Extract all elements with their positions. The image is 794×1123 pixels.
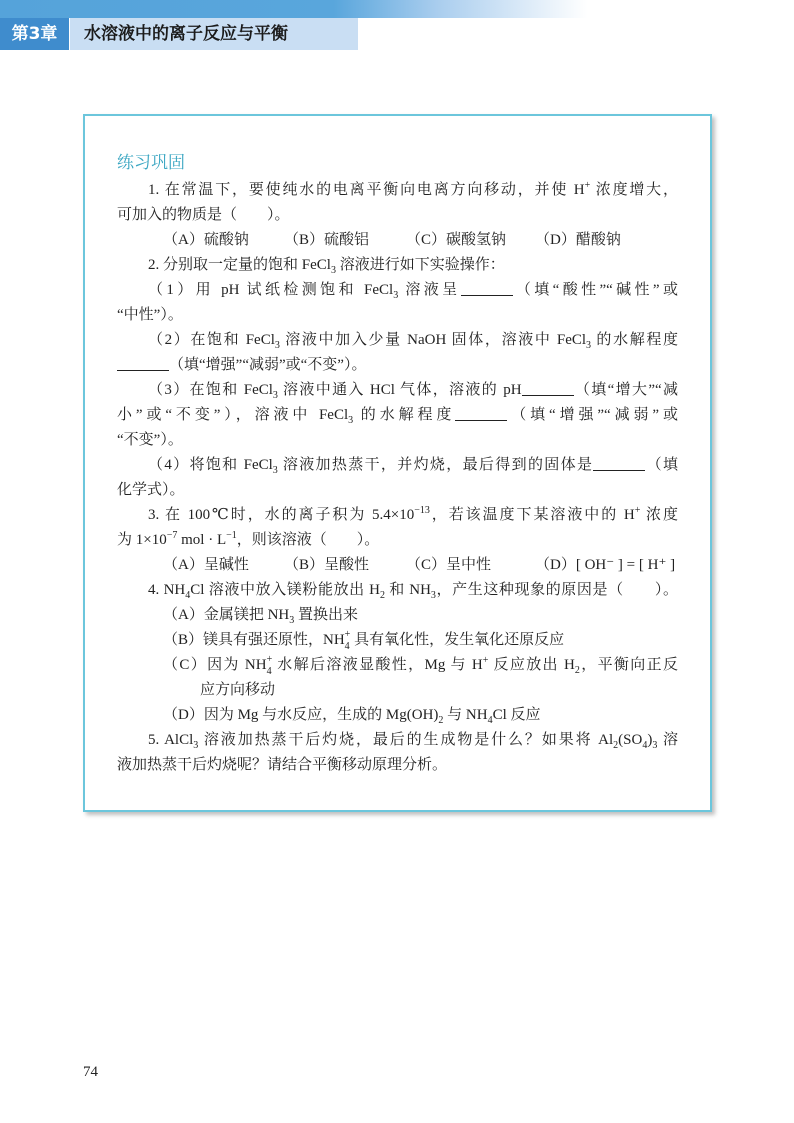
text-line	[117, 628, 678, 653]
text-segment: （填“增大”“减	[573, 382, 678, 398]
text-segment: 具有氧化性，发生氧化还原反应	[350, 632, 565, 648]
subscript: 3	[289, 615, 295, 626]
superscript: −1	[226, 530, 237, 541]
subscript: 3	[272, 390, 278, 401]
text-line	[117, 428, 678, 453]
superscript: +	[482, 655, 489, 666]
text-line	[117, 678, 678, 703]
text-segment: 1. 在常温下，要使纯水的电离平衡向电离方向移动，并使 H	[148, 182, 585, 198]
subscript: 4	[185, 590, 191, 601]
text-line	[117, 528, 678, 553]
text-segment: （1）用 pH 试纸检测饱和 FeCl	[148, 282, 394, 298]
chapter-title: 水溶液中的离子反应与平衡	[70, 18, 358, 50]
text-segment: （D）醋酸钠	[535, 232, 621, 248]
text-line	[117, 653, 678, 678]
text-segment: “中性”）。	[117, 307, 183, 323]
text-segment: 液加热蒸干后灼烧呢？请结合平衡移动原理分析。	[117, 757, 448, 773]
text-segment: 溶液加热蒸干，并灼烧，最后得到的固体是	[277, 457, 594, 473]
text-line	[117, 378, 678, 403]
text-segment: ，平衡向正反	[579, 657, 678, 673]
text-line	[117, 753, 678, 778]
text-segment: ，产生这种现象的原因是（ ）。	[435, 582, 678, 598]
text-segment: （C）呈中性	[406, 557, 492, 573]
section-title: 练习巩固	[117, 153, 185, 173]
answer-blank	[593, 455, 645, 471]
subscript: 2	[574, 665, 580, 676]
chapter-label: 第3章	[0, 18, 69, 50]
text-segment: （2）在饱和 FeCl	[148, 332, 275, 348]
header-gradient-bar	[0, 0, 794, 18]
text-segment: 和 NH	[384, 582, 431, 598]
text-line	[117, 253, 678, 278]
text-line	[117, 328, 678, 353]
text-segment: 溶液加热蒸干后灼烧，最后的生成物是什么？如果将 Al	[198, 732, 614, 748]
subscript: 3	[272, 465, 278, 476]
subscript: 4	[642, 740, 648, 751]
answer-blank	[117, 355, 169, 371]
text-line	[117, 228, 678, 253]
text-line	[117, 178, 678, 203]
text-segment: （D）[ OH⁻ ] = [ H⁺ ]	[535, 557, 676, 573]
text-segment: （A）金属镁把 NH	[163, 607, 290, 623]
text-segment: （A）硫酸钠	[163, 232, 249, 248]
text-segment: Cl 反应	[492, 707, 541, 723]
text-segment: 溶液中通入 HCl 气体，溶液的 pH	[277, 382, 522, 398]
text-segment: 化学式）。	[117, 482, 185, 498]
text-segment: 置换出来	[294, 607, 359, 623]
text-line	[117, 303, 678, 328]
answer-blank	[522, 380, 574, 396]
subscript: 2	[379, 590, 385, 601]
subscript: 2	[613, 740, 619, 751]
text-segment: （C）碳酸氢钠	[406, 232, 507, 248]
subscript: 3	[586, 340, 592, 351]
text-segment: 溶液中加入少量 NaOH 固体，溶液中 FeCl	[279, 332, 587, 348]
text-segment: 水解后溶液显酸性，Mg 与 H	[272, 657, 483, 673]
text-line	[117, 703, 678, 728]
subscript: 3	[348, 415, 354, 426]
text-segment: 溶	[657, 732, 678, 748]
superscript: −7	[166, 530, 178, 541]
text-line	[117, 503, 678, 528]
text-segment: （填	[645, 457, 678, 473]
text-segment: 为 1×10	[117, 532, 167, 548]
text-segment: 的水解程度	[353, 407, 456, 423]
text-segment: （A）呈碱性	[163, 557, 249, 573]
text-segment: 4. NH	[148, 582, 186, 598]
text-segment: 应方向移动	[200, 682, 276, 698]
text-line	[117, 728, 678, 753]
answer-blank	[461, 280, 513, 296]
text-segment: )	[647, 732, 653, 748]
text-line	[117, 478, 678, 503]
text-segment: 浓度增大，	[590, 182, 678, 198]
text-segment: 溶液进行如下实验操作：	[335, 257, 505, 273]
text-line	[117, 553, 678, 578]
text-segment: 溶液呈	[398, 282, 461, 298]
superscript: +	[584, 180, 591, 191]
answer-blank	[455, 405, 507, 421]
superscript: +	[266, 653, 273, 665]
superscript: −13	[414, 505, 430, 516]
superscript: +	[344, 628, 351, 640]
text-segment: （4）将饱和 FeCl	[148, 457, 273, 473]
text-segment: 与 NH	[443, 707, 488, 723]
subscript: 4	[344, 640, 350, 652]
text-segment: “不变”）。	[117, 432, 183, 448]
text-segment: （B）硫酸铝	[284, 232, 370, 248]
subscript: 3	[430, 590, 436, 601]
text-segment: （B）镁具有强还原性，NH	[163, 632, 345, 648]
text-segment: （填“增强”“减弱”或“不变”）。	[169, 357, 367, 373]
subscript: 3	[193, 740, 199, 751]
text-segment: ，若该温度下某溶液中的 H	[429, 507, 635, 523]
text-line	[117, 578, 678, 603]
text-segment: 小”或“不变”），溶液中 FeCl	[117, 407, 349, 423]
text-segment: （填“酸性”“碱性”或	[512, 282, 678, 298]
text-segment: （3）在饱和 FeCl	[148, 382, 273, 398]
text-segment: (SO	[618, 732, 643, 748]
text-segment: （D）因为 Mg 与水反应，生成的 Mg(OH)	[163, 707, 439, 723]
subscript: 4	[487, 715, 493, 726]
text-line	[117, 603, 678, 628]
text-segment: mol · L	[177, 532, 227, 548]
exercise-content	[117, 178, 678, 778]
text-line	[117, 353, 678, 378]
subscript: 3	[330, 265, 336, 276]
text-line	[117, 203, 678, 228]
subscript: 2	[438, 715, 444, 726]
text-segment: Cl 溶液中放入镁粉能放出 H	[190, 582, 380, 598]
text-segment: 浓度	[640, 507, 678, 523]
text-line	[117, 453, 678, 478]
text-segment: （C）因为 NH	[163, 657, 267, 673]
subscript: 3	[652, 740, 658, 751]
subscript: 3	[393, 290, 399, 301]
text-line	[117, 403, 678, 428]
subscript: 4	[266, 665, 272, 677]
text-segment: 5. AlCl	[148, 732, 194, 748]
subscript: 3	[274, 340, 280, 351]
superscript: +	[634, 505, 641, 516]
text-segment: （填“增强”“减弱”或	[507, 407, 678, 423]
text-segment: 可加入的物质是（ ）。	[117, 207, 290, 223]
text-segment: 的水解程度	[591, 332, 678, 348]
text-segment: （B）呈酸性	[284, 557, 370, 573]
text-segment: 反应放出 H	[488, 657, 575, 673]
text-segment: 2. 分别取一定量的饱和 FeCl	[148, 257, 331, 273]
text-segment: ，则该溶液（ ）。	[236, 532, 380, 548]
page-number: 74	[83, 1064, 98, 1080]
text-segment: 3. 在 100℃时，水的离子积为 5.4×10	[148, 507, 415, 523]
text-line	[117, 278, 678, 303]
